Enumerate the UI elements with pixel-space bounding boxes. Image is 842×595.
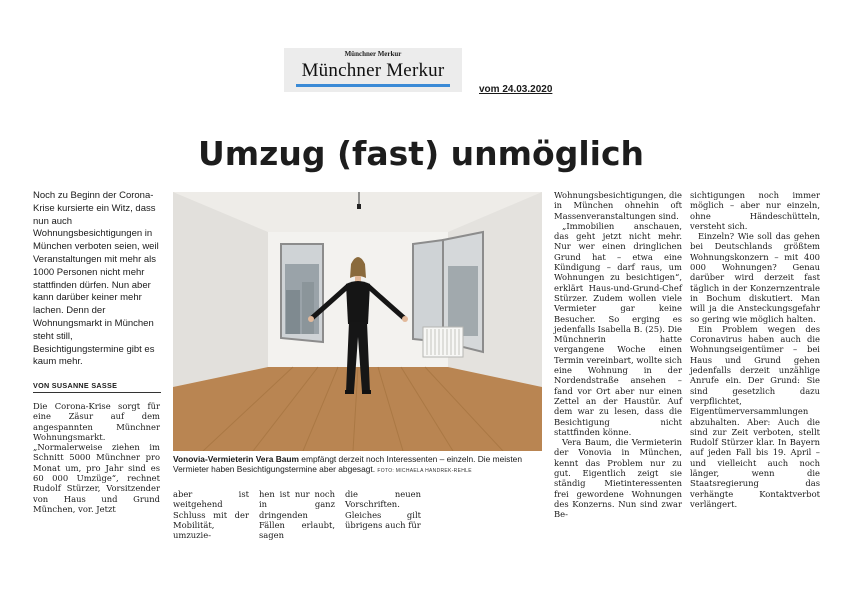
paragraph: Ein Problem wegen des Coronavirus haben auch die Wohnungseigentümer – bei Haus und Grund gehen jedenfalls derzeit unzählige Anrufe ein. Der Grund: Sie sind gesetzlich dazu verpflichtet, Eigentümerversammlungen abzuhalten. Aber: Auch die sind zur Zeit verboten, stellt Rudolf Stürzer klar. In Bayern auf jeden Fall bis 19. April – und vielleicht auch noch länger, wenn die Staatsregierung das verhängte Kontaktverbot verlängert. bbox=[690, 323, 820, 509]
publication-date: vom 24.03.2020 bbox=[479, 84, 553, 95]
photo-credit: FOTO: MICHAELA HANDREK-REHLE bbox=[377, 468, 472, 475]
article-photo bbox=[173, 192, 542, 451]
byline: VON SUSANNE SASSE bbox=[33, 381, 118, 390]
byline-rule bbox=[33, 392, 161, 393]
article-column-6 bbox=[690, 190, 820, 509]
article-column-4-tail: die neuen Vorschriften. Gleiches gilt übrigens auch für bbox=[345, 489, 421, 530]
logo-title: Münchner Merkur bbox=[301, 60, 445, 81]
article-column-5 bbox=[554, 190, 682, 520]
photo-caption bbox=[173, 454, 542, 476]
logo-small-text: Münchner Merkur bbox=[344, 50, 402, 58]
caption-text: empfängt derzeit noch Interessenten – einzeln. Die meisten Vermieter haben Besichtigungstermine aber abgesagt. bbox=[173, 454, 522, 475]
intro-text: Noch zu Beginn der Corona-Krise kursierte ein Witz, dass nun auch Wohnungsbesichtigungen in München verboten seien, weil Veranstaltungen mit mehr als 1000 Personen nicht mehr stattfinden dürfen. Nun aber kann darüber keiner mehr lachen. Denn der Wohnungsmarkt in München steht still, Besichtigungstermine gibt es kaum mehr. bbox=[33, 190, 159, 368]
paragraph: „Immobilien anschauen, das geht jetzt nicht mehr. Nur wer einen dringlichen Grund hat – etwa eine Kündigung – darf raus, um Wohnungen zu besichtigen“, erklärt Haus-und-Grund-Chef Stürzer. Zudem wollen viele Vermieter gar keine Besucher. So erging es jedenfalls Isabella B. (25). Die Münchnerin hatte vergangene Woche einen Termin vereinbart, wollte sich eine Wohnung in der Nordendstraße ansehen – fand vor Ort aber nur einen Zettel an der Haustür. Auf dem war zu lesen, dass die Besichtigung nicht stattfinden könne. bbox=[554, 220, 682, 437]
caption-name: Vonovia-Vermieterin Vera Baum bbox=[173, 454, 299, 464]
headline: Umzug (fast) unmöglich bbox=[197, 134, 645, 173]
article-column-1: Die Corona-Krise sorgt für eine Zäsur auf dem angespannten Münchner Wohnungsmarkt. „Normalerweise ziehen im Schnitt 5000 Münchner pro Monat um, pro Jahr sind es 60 000 Umzüge“, rechnet Rudolf Stürzer, Vorsitzender von Haus und Grund München, vor. Jetzt bbox=[33, 401, 160, 514]
article-column-3-tail: hen ist nur noch in ganz dringenden Fällen erlaubt, sagen bbox=[259, 489, 335, 541]
newspaper-logo bbox=[284, 48, 462, 92]
photo-apartment-woman bbox=[173, 192, 542, 451]
logo-accent-bar bbox=[296, 84, 450, 87]
paragraph: Einzeln? Wie soll das gehen bei Deutschlands größtem Wohnungskonzern – mit 400 000 Wohnungen? Genau darüber wird derzeit fast täglich in der Konzernzentrale in Bochum diskutiert. Man will ja die Ansteckungsgefahr so gering wie möglich halten. bbox=[690, 231, 820, 324]
article-column-2-tail: aber ist weitgehend Schluss mit der Mobilität, umzuzie- bbox=[173, 489, 249, 541]
paragraph: sichtigungen noch immer möglich – aber nur einzeln, ohne Händeschütteln, versteht sich. bbox=[690, 190, 820, 231]
paragraph: Vera Baum, die Vermieterin der Vonovia in München, kennt das Problem nur zu gut. Eigentlich zeigt sie ständig Mietinteressenten frei gewordene Wohnungen des Konzerns. Nun sind zwar Be- bbox=[554, 437, 682, 520]
paragraph: Wohnungsbesichtigungen, die in München ohnehin oft Massenveranstaltungen sind. bbox=[554, 190, 682, 221]
